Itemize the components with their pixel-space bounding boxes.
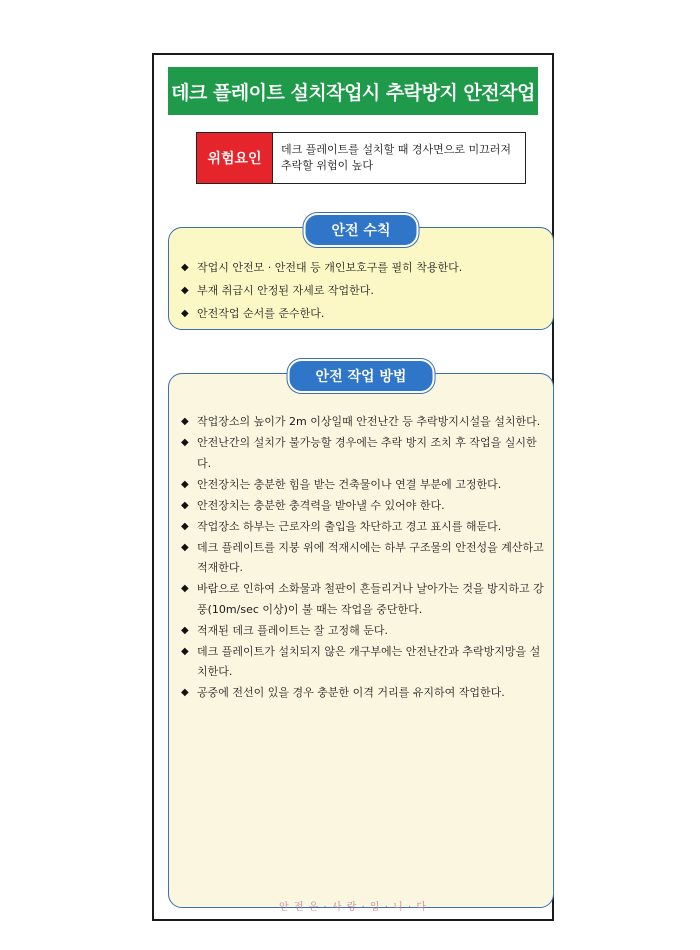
- list-item: ◆ 작업장소의 높이가 2m 이상일때 안전난간 등 추락방지시설을 설치한다.: [181, 412, 547, 433]
- list-item: ◆ 작업시 안전모 · 안전대 등 개인보호구를 필히 착용한다.: [181, 258, 547, 278]
- safe-methods-list: [181, 412, 547, 704]
- list-item: ◆ 안전작업 순서를 준수한다.: [181, 304, 547, 324]
- diamond-icon: ◆: [181, 687, 189, 698]
- safe-methods-title: 안전 작업 방법: [288, 359, 435, 393]
- list-item: ◆ 작업장소 하부는 근로자의 출입을 차단하고 경고 표시를 해둔다.: [181, 517, 547, 538]
- diamond-icon: ◆: [181, 285, 189, 296]
- footer-slogan: 안 전 은 · 사 랑 · 입 · 니 · 다: [279, 902, 427, 913]
- diamond-icon: ◆: [181, 499, 189, 511]
- list-item: ◆ 부재 취급시 안정된 자세로 작업한다.: [181, 281, 547, 301]
- safety-rules-section: [168, 223, 554, 330]
- diamond-icon: ◆: [181, 416, 189, 427]
- safe-methods-section: [168, 369, 554, 908]
- safety-poster: [152, 53, 554, 921]
- diamond-icon: ◆: [181, 478, 189, 490]
- hazard-description: 데크 플레이트를 설치할 때 경사면으로 미끄러져 추락할 위험이 높다: [281, 143, 512, 172]
- list-item: ◆ 공중에 전선이 있을 경우 충분한 이격 거리를 유지하여 작업한다.: [181, 683, 547, 704]
- diamond-icon: ◆: [181, 262, 189, 273]
- diamond-icon: ◆: [181, 583, 189, 594]
- diamond-icon: ◆: [181, 437, 189, 448]
- diamond-icon: ◆: [181, 645, 189, 657]
- hazard-label: 위험요인: [197, 133, 273, 183]
- safety-rules-list: [181, 258, 547, 327]
- list-item: ◆ 바람으로 인하여 소화물과 철판이 흔들리거나 날아가는 것을 방지하고 강풍(10m/sec 이상)이 불 때는 작업을 중단한다.: [181, 579, 547, 620]
- safety-rules-title: 안전 수칙: [304, 213, 419, 247]
- hazard-box: [196, 132, 526, 184]
- list-item: ◆ 안전장치는 충분한 힘을 받는 건축물이나 연결 부분에 고정한다.: [181, 475, 547, 496]
- diamond-icon: ◆: [181, 541, 189, 553]
- list-item: ◆ 데크 플레이트를 지붕 위에 적재시에는 하부 구조물의 안전성을 계산하고 적재한다.: [181, 538, 547, 579]
- diamond-icon: ◆: [181, 624, 189, 636]
- list-item: ◆ 안전장치는 충분한 충격력을 받아낼 수 있어야 한다.: [181, 496, 547, 517]
- poster-title: 데크 플레이트 설치작업시 추락방지 안전작업: [168, 67, 538, 115]
- diamond-icon: ◆: [181, 308, 189, 319]
- list-item: ◆ 적재된 데크 플레이트는 잘 고정해 둔다.: [181, 621, 547, 642]
- list-item: ◆ 안전난간의 설치가 불가능할 경우에는 추락 방지 조치 후 작업을 실시한다.: [181, 433, 547, 474]
- list-item: ◆ 데크 플레이트가 설치되지 않은 개구부에는 안전난간과 추락방지망을 설치한다.: [181, 642, 547, 683]
- diamond-icon: ◆: [181, 520, 189, 532]
